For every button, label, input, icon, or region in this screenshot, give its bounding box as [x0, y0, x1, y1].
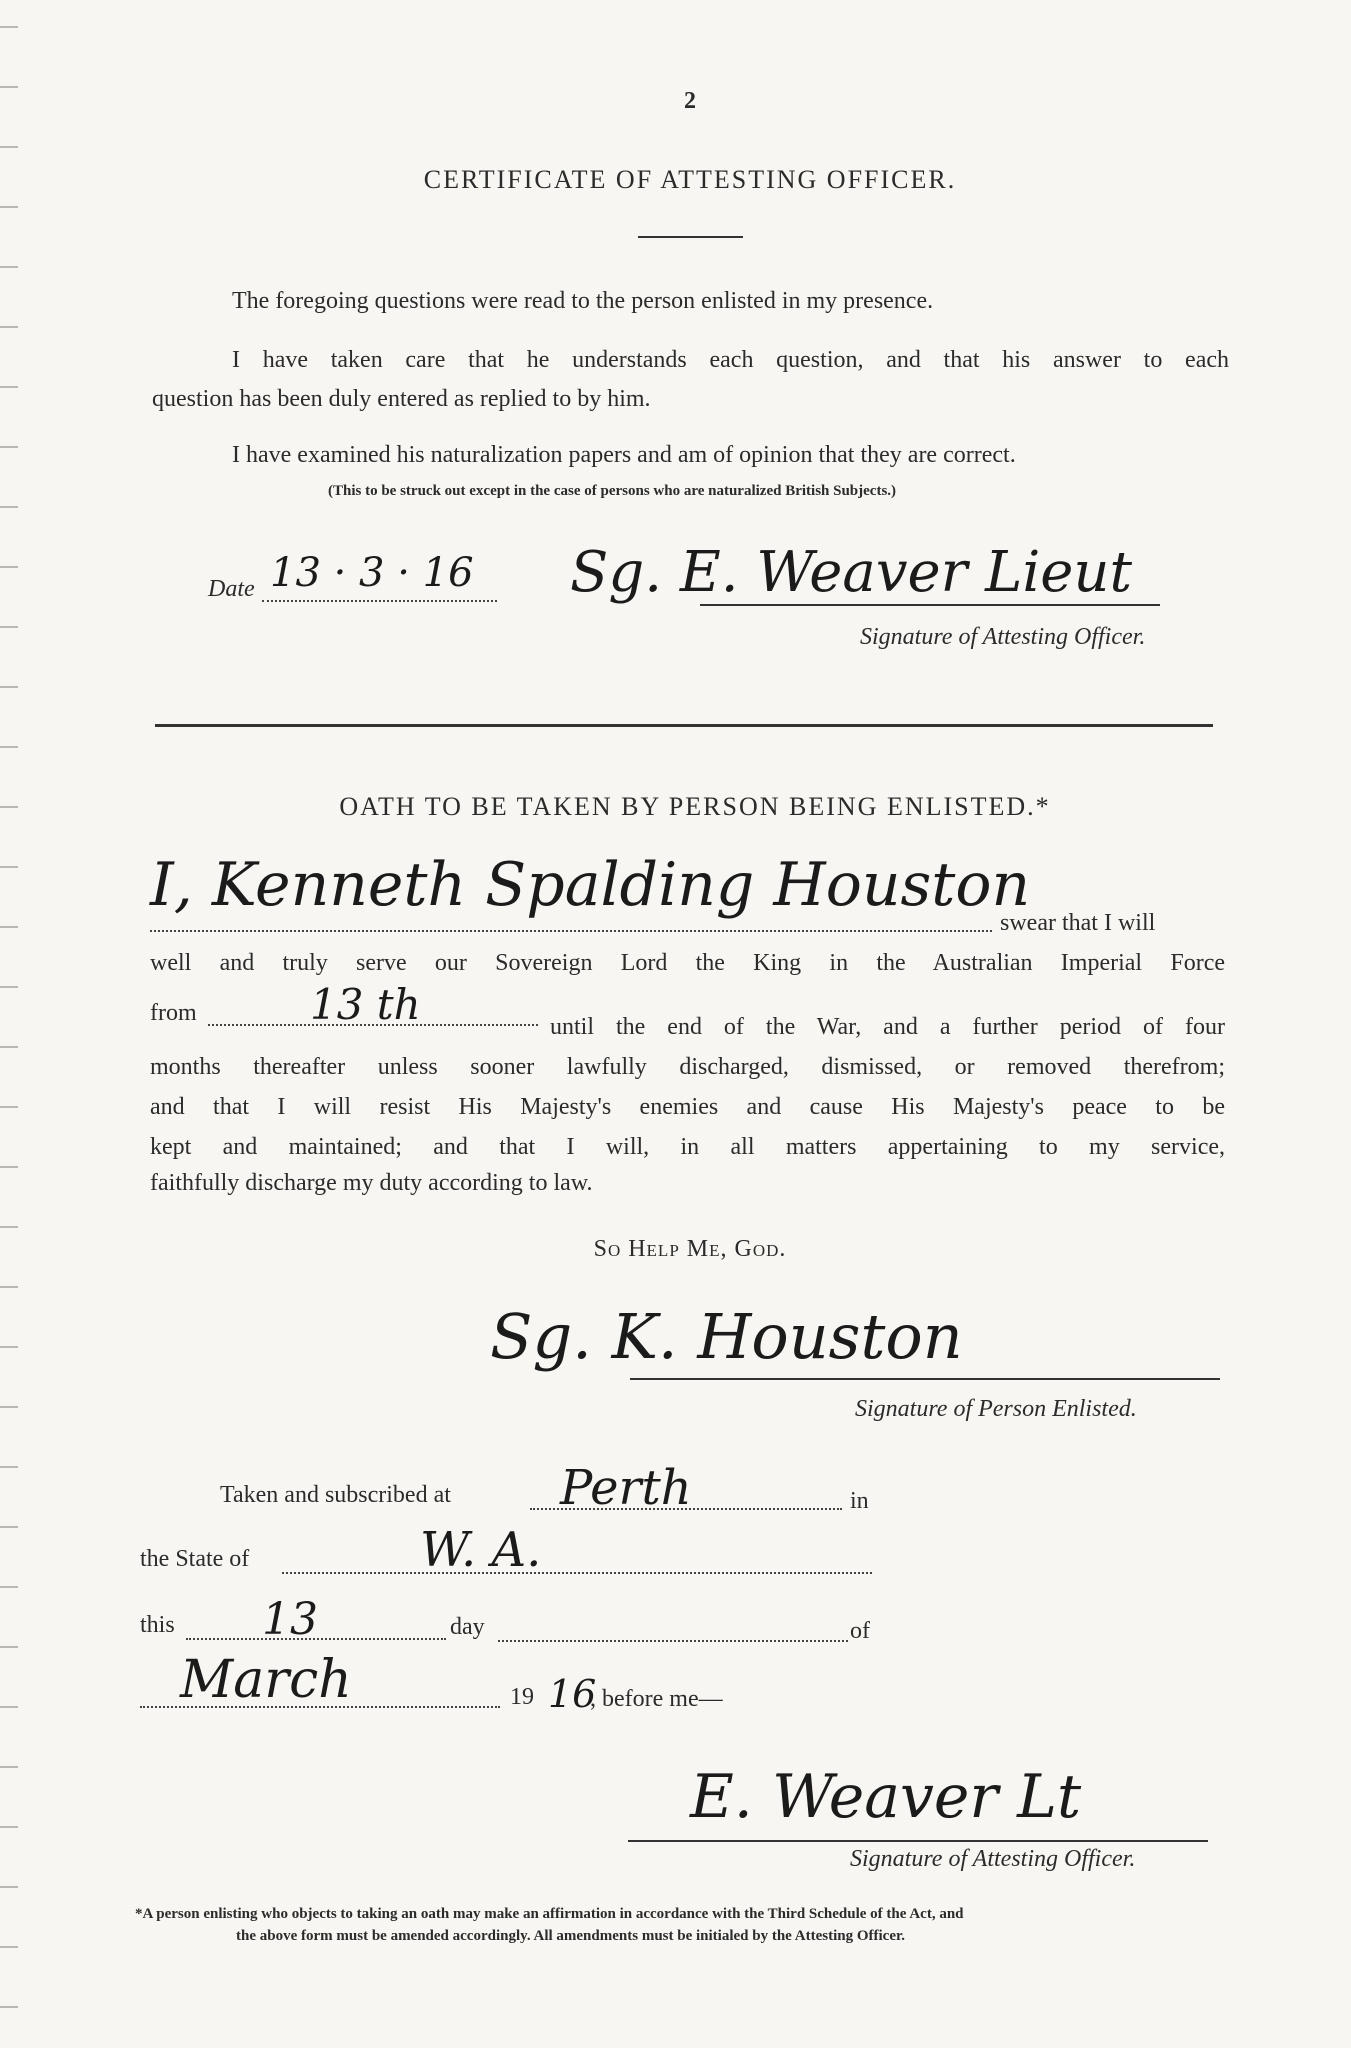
oath-line-5: and that I will resist His Majesty's enemies and cause His Majesty's peace to be: [150, 1094, 1225, 1120]
certificate-para-3: I have examined his naturalization papers and am of opinion that they are correct.: [232, 442, 1016, 468]
day-label: day: [450, 1614, 485, 1640]
month-line: [140, 1706, 500, 1708]
section-divider: [155, 724, 1213, 727]
enlistee-name: I, Kenneth Spalding Houston: [150, 850, 1031, 920]
oath-line-2: well and truly serve our Sovereign Lord the King in the Australian Imperial Force: [150, 950, 1225, 976]
signature-line-1: [700, 604, 1160, 606]
this-label: this: [140, 1612, 175, 1638]
certificate-title: CERTIFICATE OF ATTESTING OFFICER.: [423, 165, 957, 194]
month-line-upper: [498, 1640, 848, 1642]
naturalization-note: (This to be struck out except in the case of persons who are naturalized British Subjects.): [328, 483, 897, 499]
place-value: Perth: [560, 1460, 692, 1516]
state-label: the State of: [140, 1546, 250, 1572]
oath-line-1-end: swear that I will: [1000, 910, 1156, 936]
oath-line-6: kept and maintained; and that I will, in all matters appertaining to my service,: [150, 1134, 1225, 1160]
date-value: 13 · 3 · 16: [270, 550, 474, 596]
attesting-officer-signature-2: E. Weaver Lt: [690, 1762, 1082, 1832]
oath-closing: So Help Me, God.: [593, 1236, 787, 1262]
month-value: March: [180, 1650, 352, 1710]
year-prefix: 19: [510, 1684, 534, 1710]
oath-line-4: months thereafter unless sooner lawfully discharged, dismissed, or removed therefrom;: [150, 1054, 1225, 1080]
signature-line-3: [628, 1840, 1208, 1842]
date-label: Date: [208, 576, 255, 602]
certificate-para-2-line-2: question has been duly entered as replied to by him.: [152, 386, 651, 412]
day-value: 13: [262, 1594, 318, 1645]
state-value: W. A.: [420, 1522, 542, 1578]
certificate-para-2-line-1: I have taken care that he understands each question, and that his answer to each: [232, 347, 1229, 373]
from-value: 13 th: [310, 980, 421, 1029]
in-label: in: [850, 1488, 869, 1514]
page-number: 2: [684, 88, 696, 114]
enlistee-signature: Sg. K. Houston: [490, 1300, 963, 1373]
signature-caption-3: Signature of Attesting Officer.: [850, 1846, 1136, 1872]
binding-edge: [0, 0, 18, 2048]
signature-caption-1: Signature of Attesting Officer.: [860, 624, 1146, 650]
year-value: 16: [548, 1672, 597, 1716]
oath-line-3-end: until the end of the War, and a further period of four: [550, 1014, 1225, 1040]
attesting-officer-signature-1: Sg. E. Weaver Lieut: [570, 540, 1132, 605]
of-label: of: [850, 1618, 870, 1644]
before-me: , before me—: [590, 1686, 723, 1712]
date-line: [262, 600, 497, 602]
footnote-line-1: *A person enlisting who objects to taking an oath may make an affirmation in accordance with the Third Schedule of the Act, and: [135, 1906, 964, 1922]
from-label: from: [150, 1000, 197, 1026]
oath-title: OATH TO BE TAKEN BY PERSON BEING ENLISTED.*: [339, 792, 1051, 821]
signature-line-2: [630, 1378, 1220, 1380]
taken-label: Taken and subscribed at: [220, 1482, 451, 1508]
signature-caption-2: Signature of Person Enlisted.: [855, 1396, 1137, 1422]
certificate-para-1: The foregoing questions were read to the person enlisted in my presence.: [232, 288, 934, 314]
state-line: [282, 1572, 872, 1574]
footnote-line-2: the above form must be amended accordingly. All amendments must be initialed by the Attesting Officer.: [236, 1928, 906, 1944]
name-line: [150, 930, 992, 932]
title-underline: [638, 236, 743, 238]
oath-line-7: faithfully discharge my duty according to law.: [150, 1170, 593, 1196]
